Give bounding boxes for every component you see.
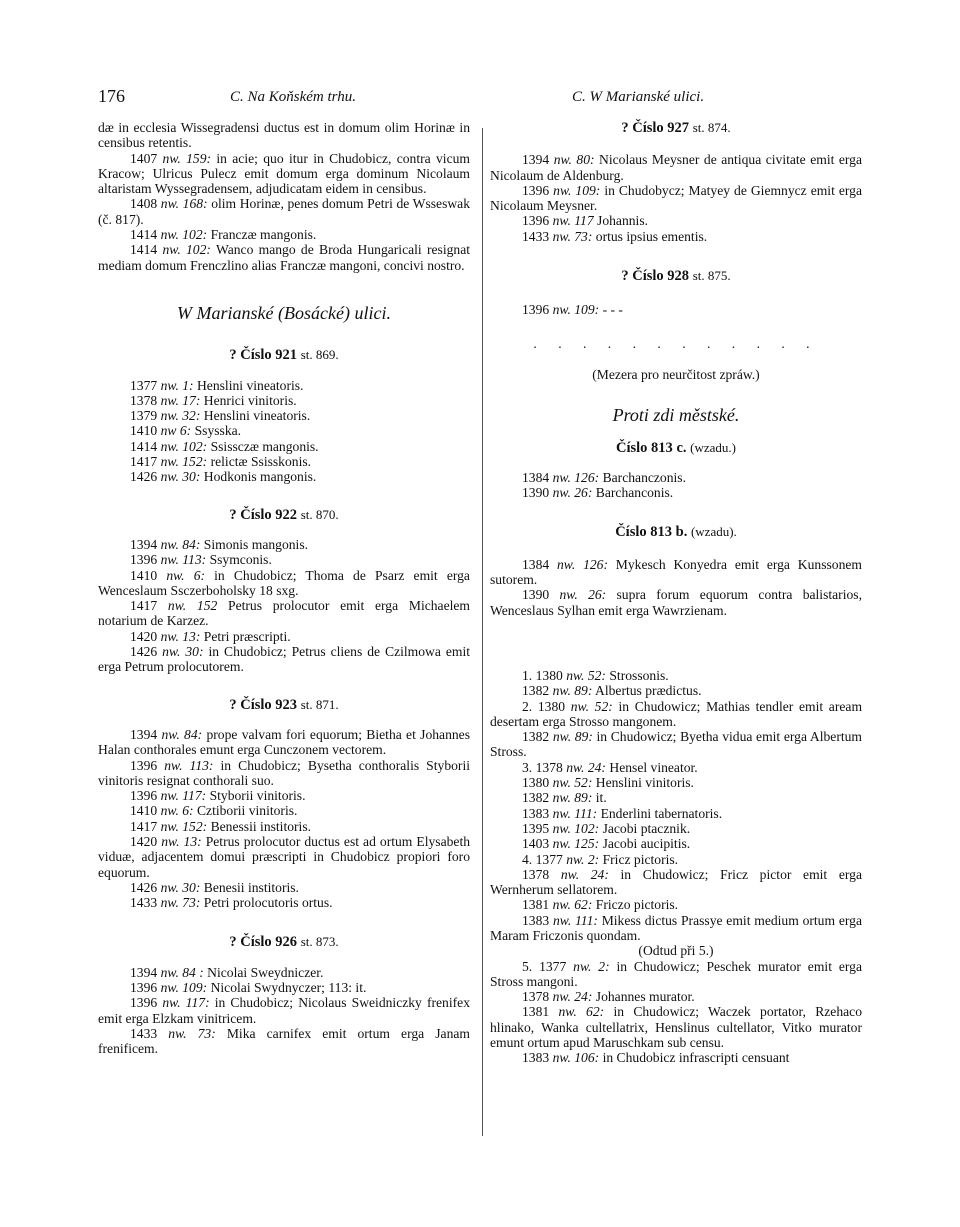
entry: 1378 nw. 17: Henrici vinitoris.	[130, 392, 297, 408]
entry: 1384 nw. 126: Barchanczonis.	[522, 469, 686, 485]
entry: 1417 nw. 152: relictæ Ssisskonis.	[130, 454, 312, 470]
entry: 3. 1378 nw. 24: Hensel vineator.	[522, 759, 698, 775]
record-heading: ? Číslo 921 st. 869.	[229, 347, 339, 364]
entry: 1396 nw. 109: Nicolai Swydnyczer; 113: it.	[130, 980, 367, 996]
entry: 1417 nw. 152 Petrus prolocutor emit erga Michaelem notarium de Karzez.	[98, 598, 470, 629]
entry: 1383 nw. 111: Enderlini tabernatoris.	[522, 805, 723, 821]
entry: 1408 nw. 168: olim Horinæ, penes domum Petri de Wsseswak (č. 817).	[98, 196, 471, 227]
entry: 1384 nw. 126: Mykesch Konyedra emit erga Kunssonem sutorem.	[490, 556, 862, 588]
record-heading: ? Číslo 927 st. 874.	[621, 120, 731, 136]
record-entries	[98, 537, 470, 675]
entry: 1378 nw. 24: in Chudowicz; Fricz pictor emit erga Wernherum sellatorem.	[490, 866, 862, 898]
entry: 1407 nw. 159: in acie; quo itur in Chudobicz, contra vicum Kracow; Ulricus Pulecz emit domum erga dominum Nicolaum altaristam Wyssegradensem, adjudicatam eidem in censibus.	[98, 150, 470, 197]
entry: 1394 nw. 84 : Nicolai Sweydniczer.	[130, 964, 324, 980]
entry: 1417 nw. 152: Benessii institoris.	[130, 818, 312, 834]
entry: 1394 nw. 84: prope valvam fori equorum; Bietha et Johannes Halan conthorales emunt erga Cunczonem vectorem.	[98, 726, 470, 758]
entry: 1382 nw. 89: it.	[522, 790, 607, 806]
entry: 1378 nw. 24: Johannes murator.	[522, 989, 695, 1005]
entry: 1. 1380 nw. 52: Strossonis.	[522, 667, 669, 683]
record-entries	[490, 557, 862, 618]
entry: dæ in ecclesia Wissegradensi ductus est in domum olim Horinæ in censibus retentis.	[98, 120, 470, 151]
entry: 1410 nw 6: Ssysska.	[130, 423, 242, 439]
entry: 1394 nw. 84: Simonis mangonis.	[130, 536, 309, 552]
entry: 1390 nw. 26: supra forum equorum contra balistarios, Wenceslaus Sylhan emit erga Wawrzienam.	[490, 587, 862, 618]
entry: 1426 nw. 30: in Chudobicz; Petrus cliens de Czilmowa emit erga Petrum prolocutorem.	[98, 644, 471, 675]
entry: 1414 nw. 102: Franczæ mangonis.	[130, 227, 317, 243]
running-head-right: C. W Marianské ulici.	[572, 89, 705, 105]
odtud-note: (Odtud při 5.)	[638, 943, 714, 959]
entry: 1433 nw. 73: Petri prolocutoris ortus.	[130, 895, 333, 911]
running-head-left: C. Na Koňském trhu.	[230, 89, 356, 105]
entry: 1394 nw. 80: Nicolaus Meysner de antiqua civitate emit erga Nicolaum de Aldenburg.	[490, 152, 862, 183]
entry: 1433 nw. 73: ortus ipsius ementis.	[522, 228, 708, 244]
entry: 1403 nw. 125: Jacobi aucipitis.	[522, 836, 691, 852]
record-entries	[490, 302, 862, 317]
entry: 1410 nw. 6: in Chudobicz; Thoma de Psarz emit erga Wenceslaum Ssczerboholsky 18 sxg.	[98, 567, 470, 598]
record-heading: Číslo 813 c. (wzadu.)	[616, 439, 736, 456]
entry: 1420 nw. 13: Petri præscripti.	[130, 628, 291, 644]
entry: 5. 1377 nw. 2: in Chudowicz; Peschek murator emit erga Stross mangoni.	[490, 958, 862, 989]
section-title: Proti zdi městské.	[612, 405, 740, 426]
entry: 1414 nw. 102: Ssissczæ mangonis.	[130, 438, 319, 454]
record-heading: ? Číslo 926 st. 873.	[229, 934, 339, 951]
numbered-entries	[490, 668, 862, 1066]
entry: 1380 nw. 52: Henslini vinitoris.	[522, 775, 694, 791]
entry: 1396 nw. 117: in Chudobicz; Nicolaus Sweidniczky frenifex emit erga Elzkam vinitricem.	[98, 995, 470, 1026]
right-column	[490, 120, 862, 1066]
record-entries	[98, 378, 470, 485]
intro-entries	[98, 120, 470, 273]
record-heading: ? Číslo 928 st. 875.	[621, 268, 731, 285]
entry: 2. 1380 nw. 52: in Chudowicz; Mathias tendler emit aream desertam erga Strosso mangonem.	[490, 698, 863, 729]
record-heading: ? Číslo 923 st. 871.	[229, 696, 339, 713]
entry: 1377 nw. 1: Henslini vineatoris.	[130, 377, 304, 393]
entry: 1410 nw. 6: Cztiborii vinitoris.	[130, 803, 298, 819]
entry: 1396 nw. 113: in Chudobicz; Bysetha conthoralis Styborii vinitoris resignat conthorali suo.	[98, 757, 470, 788]
record-heading: Číslo 813 b. (wzadu).	[615, 524, 737, 541]
entry: 1420 nw. 13: Petrus prolocutor ductus est ad ortum Elysabeth viduæ, adjacentem domui præscripti in Chudobicz propiori foro equorum.	[98, 833, 471, 880]
ellipsis-row: . . . . . . . . . . . .	[533, 335, 819, 351]
entry: 1396 nw. 109: in Chudobycz; Matyey de Giemnycz emit erga Nicolaum Meysner.	[490, 182, 862, 214]
page-number: 176	[98, 86, 125, 106]
record-entries	[98, 965, 470, 1057]
entry: 1426 nw. 30: Benesii institoris.	[130, 879, 299, 895]
entry: 1396 nw. 113: Ssymconis.	[130, 552, 272, 568]
entry: 1383 nw. 106: in Chudobicz infrascripti censuant	[522, 1050, 790, 1066]
column-divider	[482, 128, 483, 1136]
record-entries	[490, 470, 862, 501]
entry: 1382 nw. 89: Albertus prædictus.	[522, 683, 702, 699]
entry: 1390 nw. 26: Barchanconis.	[522, 485, 674, 501]
entry: 1379 nw. 32: Henslini vineatoris.	[130, 408, 311, 424]
entry: 1395 nw. 102: Jacobi ptacznik.	[522, 820, 691, 836]
entry: 1383 nw. 111: Mikess dictus Prassye emit medium ortum erga Maram Friczonis quondam.	[490, 912, 862, 943]
entry: 1396 nw. 117 Johannis.	[522, 213, 649, 229]
entry: 1381 nw. 62: in Chudowicz; Waczek portator, Rzehaco hlinako, Wanka cultellatrix, Henslinus cultellator, Vitko murator emunt ortum apud Maruschkam sub censu.	[490, 1004, 862, 1051]
entry: 1396 nw. 117: Styborii vinitoris.	[130, 788, 306, 804]
entry: 1396 nw. 109: - - -	[522, 302, 623, 318]
entry: 1414 nw. 102: Wanco mango de Broda Hungaricali resignat mediam domum Frenczlino alias Franczæ mangoni, concivi nostro.	[98, 242, 471, 273]
entry: 4. 1377 nw. 2: Fricz pictoris.	[522, 851, 679, 867]
section-title: W Marianské (Bosácké) ulici.	[177, 302, 391, 323]
gap-note: (Mezera pro neurčitost zpráw.)	[592, 366, 760, 382]
record-entries	[98, 727, 470, 911]
record-entries	[490, 152, 862, 244]
entry: 1433 nw. 73: Mika carnifex emit ortum erga Janam frenificem.	[98, 1025, 470, 1057]
entry: 1426 nw. 30: Hodkonis mangonis.	[130, 469, 317, 485]
record-heading: ? Číslo 922 st. 870.	[229, 506, 339, 523]
entry: 1382 nw. 89: in Chudowicz; Byetha vidua emit erga Albertum Stross.	[490, 729, 862, 760]
entry: 1381 nw. 62: Friczo pictoris.	[522, 897, 679, 913]
left-column	[98, 120, 470, 1057]
